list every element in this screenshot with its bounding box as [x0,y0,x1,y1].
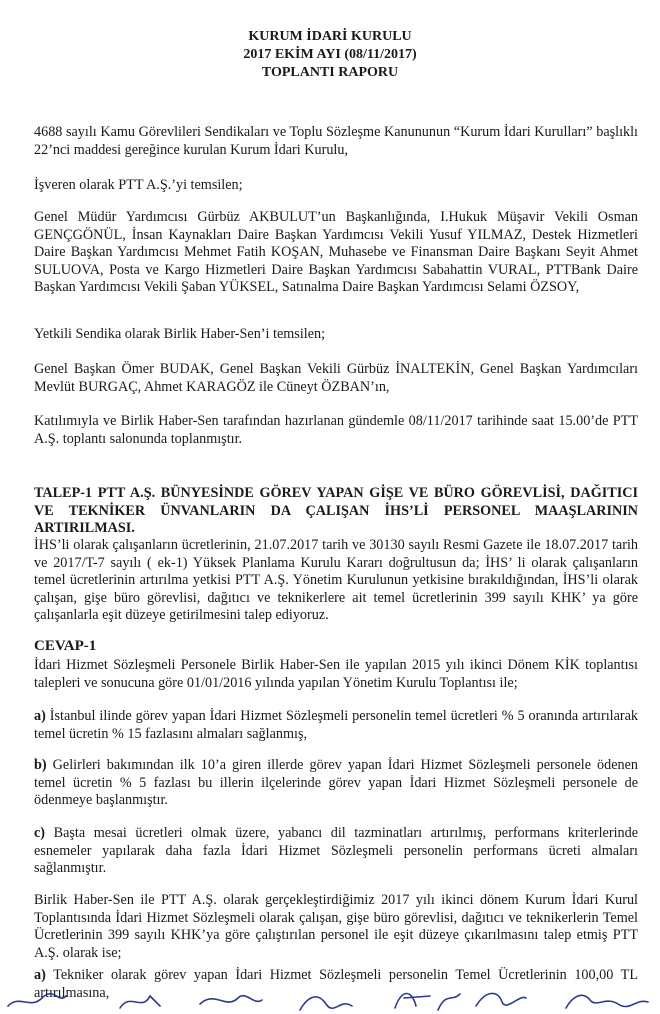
item-a-label: a) [34,708,46,724]
signature-3 [200,996,262,1004]
document-header [0,28,660,82]
item-a-text: İstanbul ilinde görev yapan İdari Hizmet Sözleşmeli personelin temel ücretleri % 5 oranında artırılarak temel ücretin % 15 fazlasını almaları sağlanmış, [34,708,638,742]
cevap-1-item-b [34,757,638,810]
union-line: Yetkili Sendika olarak Birlik Haber-Sen’i temsilen; [34,326,326,342]
signature-6 [476,993,526,1006]
item-a2-label: a) [34,967,46,983]
item-c-label: c) [34,825,46,841]
meeting-paragraph: Katılımıyla ve Birlik Haber-Sen tarafından hazırlanan gündemle 08/11/2017 tarihinde saat 15.00’de PTT A.Ş. toplantı salonunda toplanmıştır. [34,413,638,447]
cevap-1-item-a [34,708,638,743]
cevap-1-item-c [34,825,638,878]
employer-members: Genel Müdür Yardımcısı Gürbüz AKBULUT’un Başkanlığında, I.Hukuk Müşavir Vekili Osman GENÇGÖNÜL, İnsan Kaynakları Daire Başkan Yardımcısı Vekili Yusuf YILMAZ, Destek Hizmetleri Daire Başkan Yardımcısı Mehmet Fatih KOŞAN, Muhasebe ve Finansman Daire Başkanı Seyit Ahmet SULUOVA, Posta ve Kargo Hizmetleri Daire Başkan Yardımcısı Sabahattin VURAL, PTTBank Daire Başkan Yardımcısı Vekili Şaban YÜKSEL, Satınalma Daire Başkan Yardımcısı Selami ÖZSOY, [34,209,638,296]
employer-line: İşveren olarak PTT A.Ş.’yi temsilen; [34,177,243,193]
header-line-2: 2017 EKİM AYI (08/11/2017) [243,47,417,62]
cevap-1-title: CEVAP-1 [34,638,97,654]
cevap-1-intro: İdari Hizmet Sözleşmeli Personele Birlik Haber-Sen ile yapılan 2015 yılı ikinci Dönem KİK toplantısı talepleri ve sonucuna göre 01/01/2016 yılında yapılan Yönetim Kurulu Toplantısı ile; [34,657,638,691]
header-line-3: TOPLANTI RAPORU [261,65,399,80]
talep-1-title: TALEP-1 PTT A.Ş. BÜNYESİNDE GÖREV YAPAN GİŞE VE BÜRO GÖREVLİSİ, DAĞITICI VE TEKNİKER ÜNVANLARIN DA ÇALIŞAN İHS’Lİ PERSONEL MAAŞLARININ ARTIRILMASI. [34,485,638,537]
signature-2 [120,996,160,1008]
intro-paragraph: 4688 sayılı Kamu Görevlileri Sendikaları ve Toplu Sözleşme Kanununun “Kurum İdari Kurulları” başlıklı 22’nci maddesi gereğince kurulan Kurum İdari Kurulu, [34,124,638,158]
signature-7 [566,995,648,1008]
talep-1-body: İHS’li olarak çalışanların ücretlerinin, 21.07.2017 tarih ve 30130 sayılı Resmi Gazete ile 18.07.2017 tarih ve 2017/T-7 sayılı ( ek-1) Yüksek Planlama Kurulu Kararı doğrultusun da; İHS’ li olarak çalışanların temel ücretlerinin artırılma yetkisi PTT A.Ş. Yönetim Kurulunun yetkisine bırakıldığından, İHS’li olarak çalışan, gişe büro görevlisi, dağıtıcı ve teknikerlere ait temel ücretlerinin 399 sayılı KHK’ ya göre çalışanlarla eşit düzeye getirilmesini talep ediyoruz. [34,537,638,624]
item-b-text: Gelirleri bakımından ilk 10’a giren illerde görev yapan İdari Hizmet Sözleşmeli personele ödenen temel ücretin % 5 fazlası bu illerin ilçelerinde görev yapan İdari Hizmet Sözleşmeli personele de ödenmeye başlanmıştır. [34,757,639,809]
item-a2-text: Tekniker olarak görev yapan İdari Hizmet Sözleşmeli personelin Temel Ücretlerinin 100,00 TL artırılmasına, [34,967,638,1001]
cevap-1-paragraph-2: Birlik Haber-Sen ile PTT A.Ş. olarak gerçekleştirdiğimiz 2017 yılı ikinci dönem Kurum İdari Kurul Toplantısında İdari Hizmet Sözleşmeli olarak çalışan, gişe büro görevlisi, dağıtıcı ve teknikerlerin Temel Ücretlerinin 399 sayılı KHK’ya göre çalıştırılan personel ile eşit düzeye çıkarılmasını talep etmiş PTT A.Ş. olarak ise; [34,892,638,961]
signature-4 [300,997,352,1010]
signatures-strip [0,984,660,1014]
item-b-label: b) [34,757,47,773]
item-c-text: Başta mesai ücretleri olmak üzere, yabancı dil tazminatları artırılmış, performans kriterlerinde esnemeler yapılarak daha fazla İdari Hizmet Sözleşmeli personelin performans ücreti almaları sağlanmıştır. [34,825,639,877]
union-members: Genel Başkan Ömer BUDAK, Genel Başkan Vekili Gürbüz İNALTEKİN, Genel Başkan Yardımcıları Mevlüt BURGAÇ, Ahmet KARAGÖZ ile Cüneyt ÖZBAN’ın, [34,361,638,395]
signature-5 [395,994,460,1011]
signature-1 [8,994,66,1006]
header-line-1: KURUM İDARİ KURULU [248,29,412,44]
